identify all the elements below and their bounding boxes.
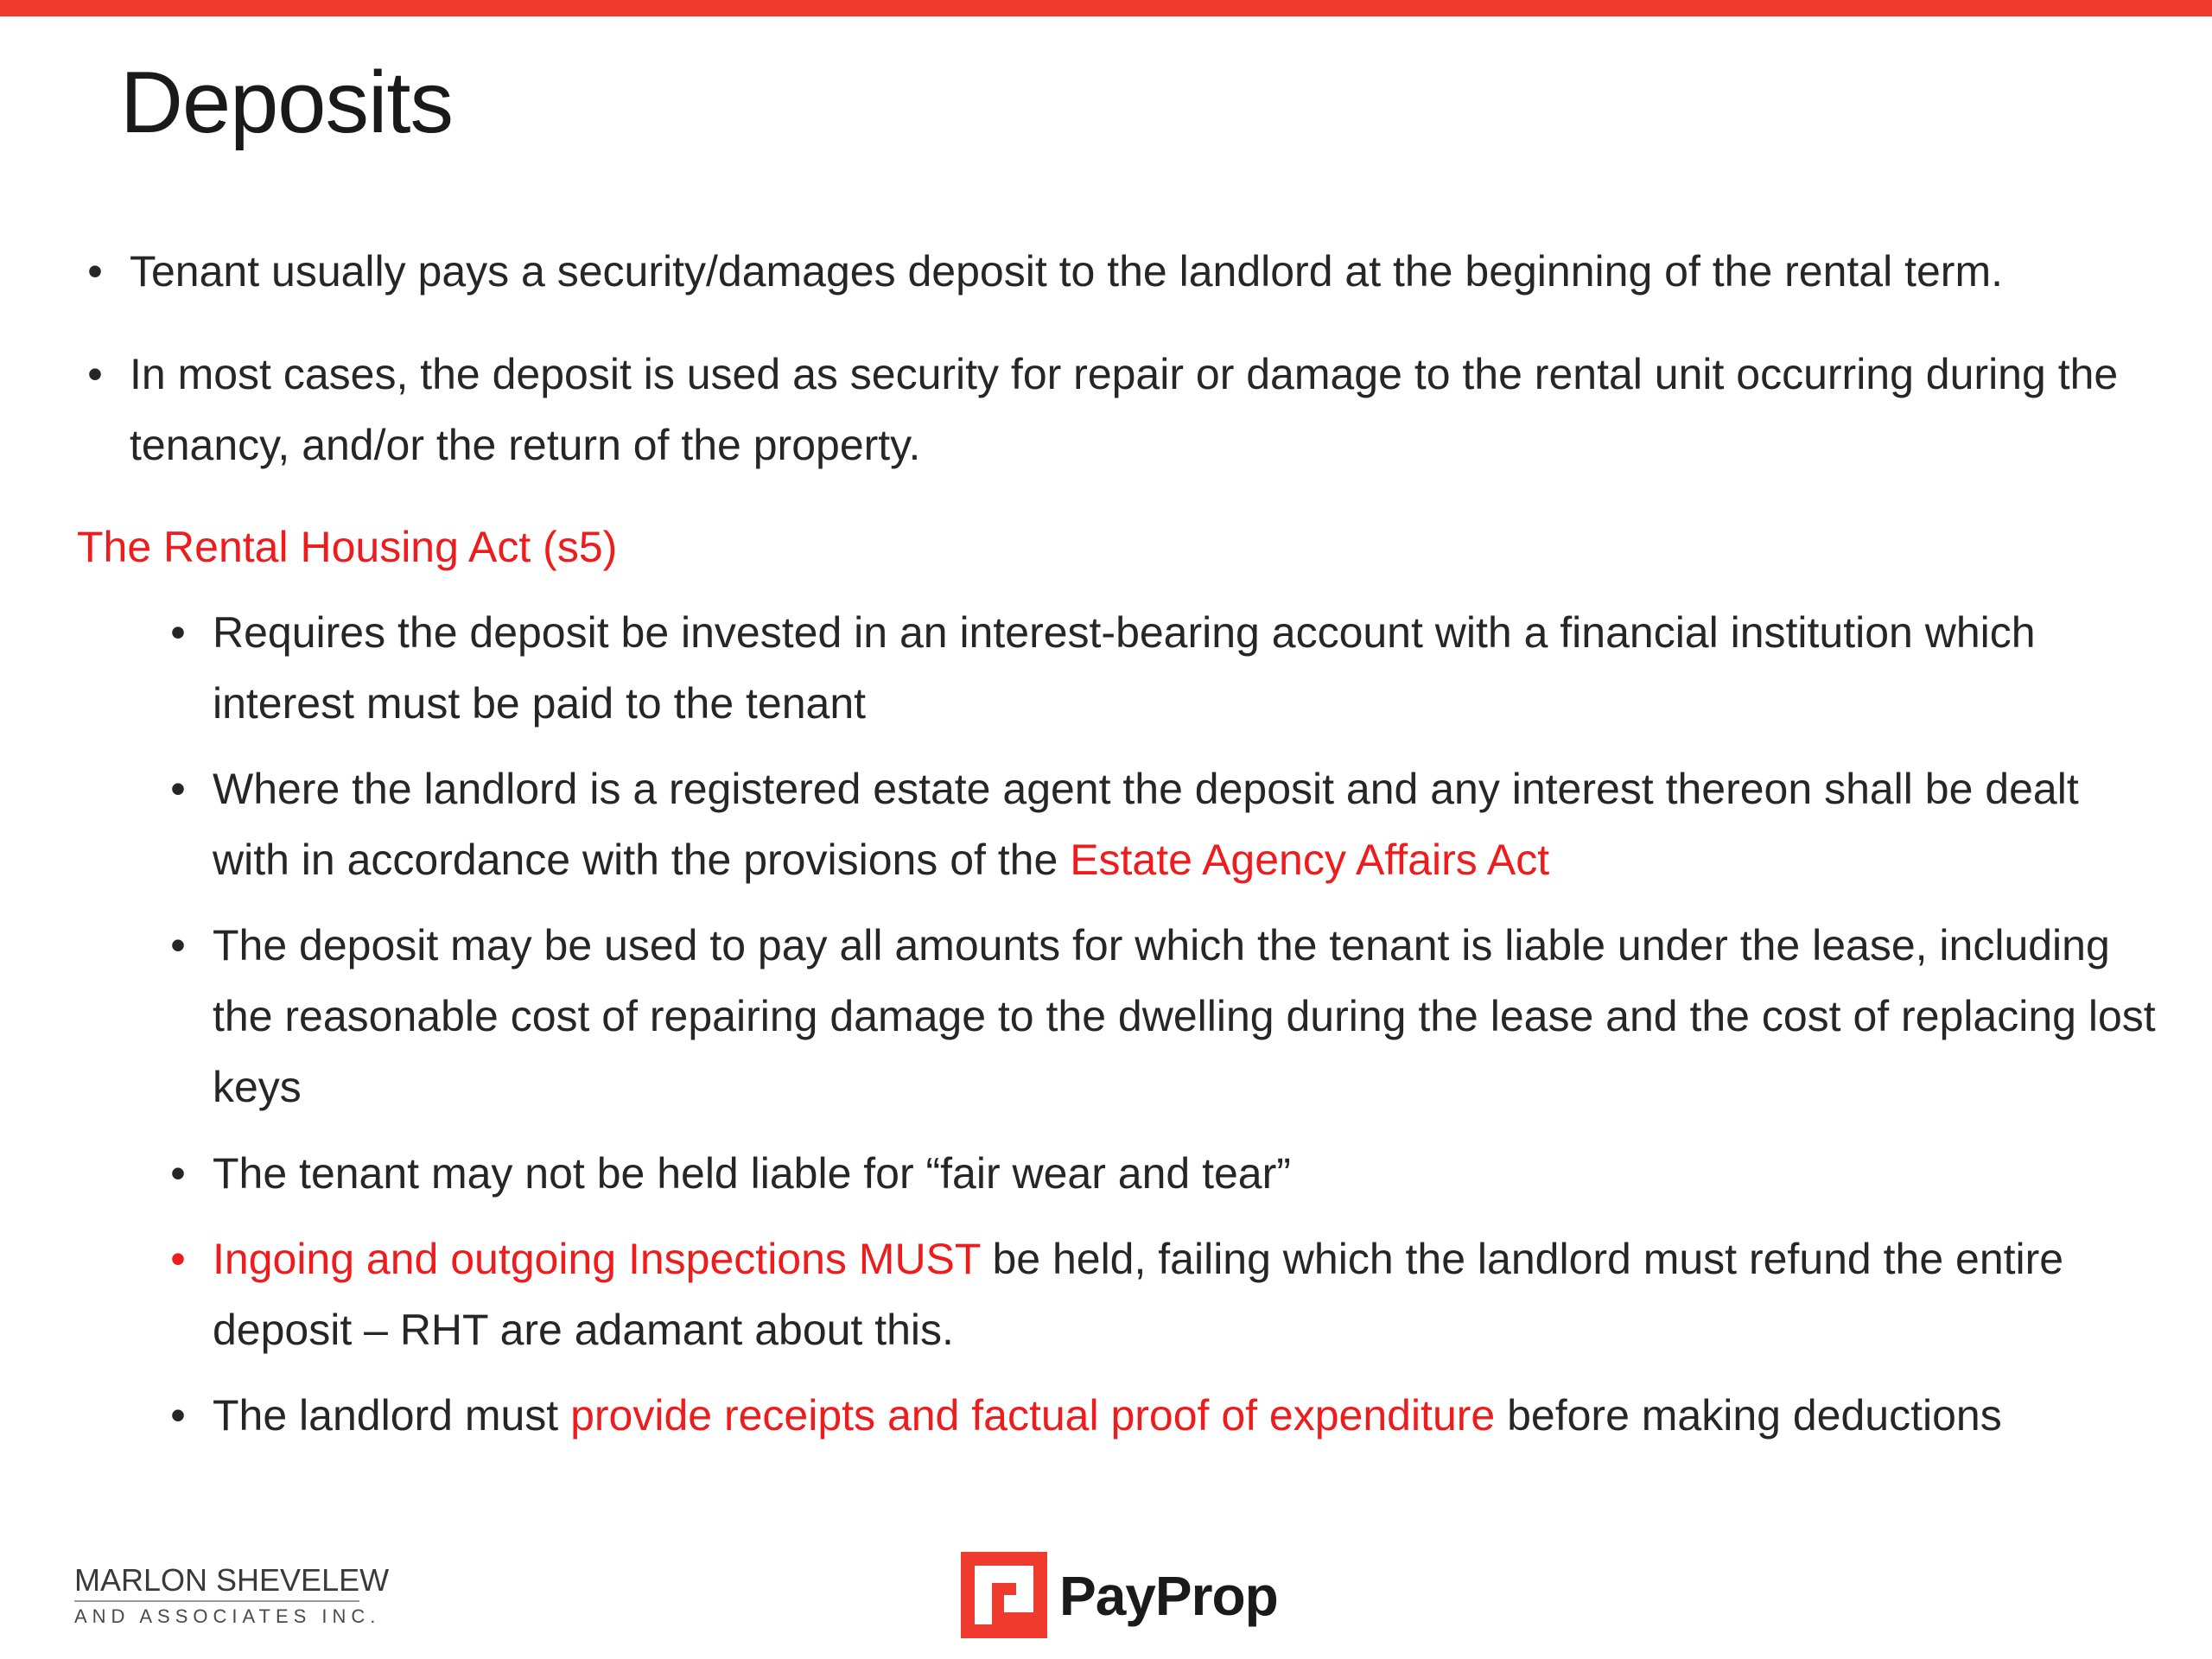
bullet-glyph: • (170, 1149, 186, 1198)
section-heading: The Rental Housing Act (s5) (77, 523, 618, 571)
firm-name: MARLON SHEVELEW (74, 1562, 390, 1598)
sub-bullet-item (170, 1224, 2157, 1365)
top-accent-bar (0, 0, 2212, 16)
sub-bullet-item (170, 1138, 2157, 1209)
slide-title: Deposits (120, 54, 453, 151)
sub-bullet-item (170, 597, 2157, 739)
bullet-text: Tenant usually pays a security/damages deposit to the landlord at the beginning of the rental term. (130, 247, 2003, 296)
inspections-highlight: Ingoing and outgoing Inspections MUST (213, 1235, 981, 1283)
firm-divider (74, 1600, 359, 1602)
sub-bullet-item (170, 910, 2157, 1122)
receipts-highlight: provide receipts and factual proof of expenditure (570, 1391, 1496, 1440)
firm-logo (74, 1562, 389, 1628)
bullet-glyph: • (87, 350, 103, 398)
bullet-glyph: • (170, 608, 186, 657)
bullet-text: before making deductions (1495, 1391, 2002, 1440)
bullet-text: In most cases, the deposit is used as security for repair or damage to the rental unit occurring during the tenancy, and/or the return of the property. (130, 350, 2119, 469)
bullet-text: The deposit may be used to pay all amounts for which the tenant is liable under the lease, including the reasonable cost of repairing damage to the dwelling during the lease and the cost of replacing lost keys (213, 921, 2156, 1111)
bullet-glyph: • (170, 921, 186, 969)
payprop-logo-text: PayProp (1059, 1565, 1278, 1627)
bullet-glyph: • (87, 247, 103, 296)
sub-bullet-item (170, 753, 2157, 895)
estate-agency-affairs-act-reference: Estate Agency Affairs Act (1070, 836, 1550, 884)
payprop-logo-icon (961, 1552, 1047, 1638)
bullet-glyph: • (170, 765, 186, 813)
bullet-text: Requires the deposit be invested in an interest-bearing account with a financial institution which interest must be paid to the tenant (213, 608, 2036, 728)
bullet-glyph: • (170, 1235, 186, 1283)
bullet-text: The tenant may not be held liable for “fair wear and tear” (213, 1149, 1291, 1198)
bullet-glyph: • (170, 1391, 186, 1440)
bullet-text: Where the landlord is a registered estate agent the deposit and any interest thereon shall be dealt with in accordance with the provisions of the (213, 765, 2079, 884)
bullet-item (87, 339, 2143, 480)
bullet-text: be held, failing which the landlord must refund the entire deposit – RHT are adamant about this. (213, 1235, 2064, 1354)
bullet-item (87, 236, 2143, 307)
firm-subtitle: AND ASSOCIATES INC. (74, 1605, 381, 1627)
sub-bullet-item (170, 1380, 2157, 1451)
bullet-text: The landlord must (213, 1391, 571, 1440)
